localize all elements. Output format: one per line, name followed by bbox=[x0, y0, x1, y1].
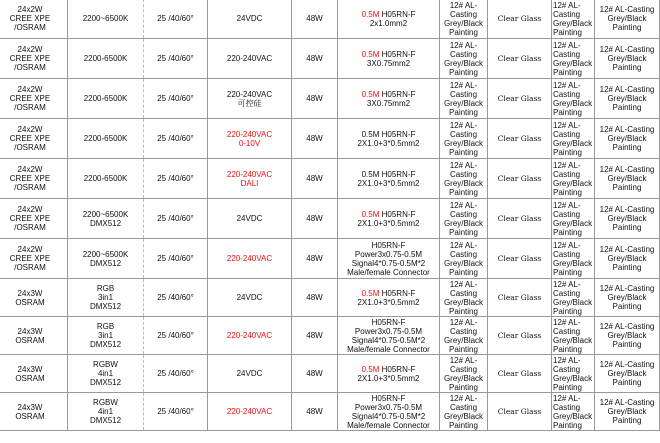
finish-cell-2 bbox=[595, 317, 660, 355]
voltage-highlight: 220-240VAC DALI bbox=[226, 169, 273, 188]
beam-angle: 25 /40/60° bbox=[157, 369, 194, 378]
beam-angle: 25 /40/60° bbox=[157, 94, 194, 103]
finish-cell-2 bbox=[595, 393, 660, 431]
finish-cell bbox=[552, 199, 595, 239]
led-cell bbox=[0, 279, 68, 317]
lens-cell bbox=[488, 0, 552, 39]
led-source: 24x2W CREE XPE /OSRAM bbox=[9, 205, 51, 232]
finish-cell bbox=[552, 317, 595, 355]
body-material: 12# AL- Casting Grey/Black Painting bbox=[443, 40, 484, 77]
body-cell bbox=[440, 317, 488, 355]
table-row bbox=[0, 79, 660, 119]
finish-material: 12# AL-Casting Grey/Black Painting bbox=[553, 317, 593, 354]
led-cell bbox=[0, 393, 68, 431]
cable-spec: 0.5M H05RN-F 2X1.0+3*0.5mm2 bbox=[357, 129, 420, 148]
finish-cell-2 bbox=[595, 279, 660, 317]
lens-cell bbox=[488, 393, 552, 431]
wattage-cell bbox=[292, 393, 338, 431]
voltage-cell bbox=[208, 199, 292, 239]
table-row bbox=[0, 239, 660, 279]
voltage-cell bbox=[208, 159, 292, 199]
voltage-cell bbox=[208, 279, 292, 317]
body-cell bbox=[440, 39, 488, 79]
led-source: 24x3W OSRAM bbox=[15, 402, 45, 421]
lens-material: Clear Glass bbox=[497, 293, 542, 302]
finish-cell-2 bbox=[595, 79, 660, 119]
cable-cell bbox=[338, 393, 440, 431]
finish-material: 12# AL-Casting Grey/Black Painting bbox=[553, 120, 593, 157]
finish-cell bbox=[552, 279, 595, 317]
cct-cell bbox=[68, 355, 144, 393]
cct-cell bbox=[68, 393, 144, 431]
beam-cell bbox=[144, 39, 208, 79]
voltage: 24VDC bbox=[236, 14, 263, 23]
body-cell bbox=[440, 119, 488, 159]
table-row bbox=[0, 199, 660, 239]
body-material: 12# AL- Casting Grey/Black Painting bbox=[443, 0, 484, 37]
color-temperature: 2200-6500K bbox=[83, 54, 128, 63]
finish-material: 12# AL-Casting Grey/Black Painting bbox=[553, 160, 593, 197]
beam-cell bbox=[144, 279, 208, 317]
wattage-cell bbox=[292, 79, 338, 119]
wattage-cell bbox=[292, 159, 338, 199]
lens-material: Clear Glass bbox=[497, 14, 542, 23]
cable-length: 0.5M bbox=[361, 364, 380, 374]
finish-cell-2 bbox=[595, 159, 660, 199]
beam-cell bbox=[144, 317, 208, 355]
wattage: 48W bbox=[306, 94, 323, 103]
table-row bbox=[0, 39, 660, 79]
color-temperature: RGB 3in1 DMX512 bbox=[89, 322, 122, 349]
beam-angle: 25 /40/60° bbox=[157, 254, 194, 263]
table-row bbox=[0, 279, 660, 317]
led-cell bbox=[0, 239, 68, 279]
voltage: 24VDC bbox=[236, 214, 263, 223]
voltage-cell bbox=[208, 119, 292, 159]
color-temperature: RGB 3in1 DMX512 bbox=[89, 284, 122, 311]
body-cell bbox=[440, 79, 488, 119]
beam-cell bbox=[144, 0, 208, 39]
finish-cell bbox=[552, 355, 595, 393]
cable-spec: H05RN-F 2X1.0+3*0.5mm2 bbox=[357, 364, 420, 383]
cable-length: 0.5M bbox=[361, 49, 380, 59]
cct-cell bbox=[68, 79, 144, 119]
body-material: 12# AL- Casting Grey/Black Painting bbox=[443, 80, 484, 117]
lens-material: Clear Glass bbox=[497, 134, 542, 143]
cct-cell bbox=[68, 159, 144, 199]
color-temperature: RGBW 4in1 DMX512 bbox=[89, 360, 122, 387]
cable-cell bbox=[338, 159, 440, 199]
body-cell bbox=[440, 0, 488, 39]
wattage: 48W bbox=[306, 254, 323, 263]
voltage-cell bbox=[208, 317, 292, 355]
body-material: 12# AL- Casting Grey/Black Painting bbox=[443, 279, 484, 316]
cable-spec: H05RN-F 2X1.0+3*0.5mm2 bbox=[357, 209, 420, 228]
cable-length: 0.5M bbox=[361, 209, 380, 219]
voltage: 220-240VAC 可控硅 bbox=[226, 89, 273, 108]
finish-cell bbox=[552, 119, 595, 159]
finish-material-2: 12# AL-Casting Grey/Black Painting bbox=[599, 398, 655, 425]
led-source: 24x2W CREE XPE /OSRAM bbox=[9, 165, 51, 192]
cct-cell bbox=[68, 239, 144, 279]
voltage-cell bbox=[208, 39, 292, 79]
finish-material-2: 12# AL-Casting Grey/Black Painting bbox=[599, 360, 655, 387]
lens-cell bbox=[488, 39, 552, 79]
finish-material-2: 12# AL-Casting Grey/Black Painting bbox=[599, 85, 655, 112]
wattage: 48W bbox=[306, 331, 323, 340]
wattage: 48W bbox=[306, 407, 323, 416]
led-cell bbox=[0, 0, 68, 39]
lens-material: Clear Glass bbox=[497, 214, 542, 223]
led-source: 24x2W CREE XPE /OSRAM bbox=[9, 5, 51, 32]
finish-material: 12# AL-Casting Grey/Black Painting bbox=[553, 80, 593, 117]
cable-spec: H05RN-F Power3x0.75-0.5M Signal4*0.75-0.5M*2 Male/female Connector bbox=[347, 240, 430, 277]
cable-spec: H05RN-F Power3x0.75-0.5M Signal4*0.75-0.5M*2 Male/female Connector bbox=[347, 393, 430, 430]
wattage: 48W bbox=[306, 369, 323, 378]
body-material: 12# AL- Casting Grey/Black Painting bbox=[443, 120, 484, 157]
beam-cell bbox=[144, 199, 208, 239]
cable-cell bbox=[338, 317, 440, 355]
lens-cell bbox=[488, 279, 552, 317]
led-source: 24x2W CREE XPE /OSRAM bbox=[9, 125, 51, 152]
body-material: 12# AL- Casting Grey/Black Painting bbox=[443, 200, 484, 237]
led-source: 24x2W CREE XPE /OSRAM bbox=[9, 245, 51, 272]
lens-material: Clear Glass bbox=[497, 54, 542, 63]
body-material: 12# AL- Casting Grey/Black Painting bbox=[443, 160, 484, 197]
cable-length: 0.5M bbox=[361, 288, 380, 298]
finish-material-2: 12# AL-Casting Grey/Black Painting bbox=[599, 5, 655, 32]
finish-cell bbox=[552, 393, 595, 431]
lens-material: Clear Glass bbox=[497, 407, 542, 416]
led-source: 24x2W CREE XPE /OSRAM bbox=[9, 85, 51, 112]
body-cell bbox=[440, 355, 488, 393]
finish-cell-2 bbox=[595, 39, 660, 79]
cable-cell bbox=[338, 355, 440, 393]
cable-spec: H05RN-F 3X0.75mm2 bbox=[366, 49, 416, 68]
finish-material: 12# AL-Casting Grey/Black Painting bbox=[553, 40, 593, 77]
finish-cell-2 bbox=[595, 239, 660, 279]
voltage-cell bbox=[208, 393, 292, 431]
body-material: 12# AL- Casting Grey/Black Painting bbox=[443, 317, 484, 354]
beam-cell bbox=[144, 159, 208, 199]
cable-length: 0.5M bbox=[361, 9, 380, 19]
lens-cell bbox=[488, 355, 552, 393]
cable-cell bbox=[338, 0, 440, 39]
finish-material: 12# AL-Casting Grey/Black Painting bbox=[553, 393, 593, 430]
finish-cell bbox=[552, 39, 595, 79]
wattage: 48W bbox=[306, 134, 323, 143]
cable-spec: H05RN-F 2X1.0+3*0.5mm2 bbox=[357, 288, 420, 307]
cable-spec: H05RN-F 3X0.75mm2 bbox=[366, 89, 416, 108]
cable-spec: 0.5M H05RN-F 2X1.0+3*0.5mm2 bbox=[357, 169, 420, 188]
led-cell bbox=[0, 159, 68, 199]
finish-cell bbox=[552, 0, 595, 39]
lens-cell bbox=[488, 239, 552, 279]
beam-cell bbox=[144, 393, 208, 431]
voltage-cell bbox=[208, 79, 292, 119]
cable-cell bbox=[338, 199, 440, 239]
beam-angle: 25 /40/60° bbox=[157, 214, 194, 223]
color-temperature: 2200-6500K bbox=[83, 94, 128, 103]
voltage: 24VDC bbox=[236, 369, 263, 378]
voltage-cell bbox=[208, 355, 292, 393]
table-row bbox=[0, 0, 660, 39]
cable-cell bbox=[338, 239, 440, 279]
lens-cell bbox=[488, 317, 552, 355]
cct-cell bbox=[68, 119, 144, 159]
cct-cell bbox=[68, 39, 144, 79]
voltage-highlight: 220-240VAC bbox=[226, 331, 273, 340]
voltage-highlight: 220-240VAC 0-10V bbox=[226, 129, 273, 148]
lens-cell bbox=[488, 159, 552, 199]
wattage-cell bbox=[292, 199, 338, 239]
led-cell bbox=[0, 199, 68, 239]
cable-cell bbox=[338, 79, 440, 119]
body-material: 12# AL- Casting Grey/Black Painting bbox=[443, 240, 484, 277]
lens-cell bbox=[488, 199, 552, 239]
table-row bbox=[0, 393, 660, 431]
body-cell bbox=[440, 393, 488, 431]
finish-cell-2 bbox=[595, 199, 660, 239]
finish-cell-2 bbox=[595, 0, 660, 39]
color-temperature: 2200~6500K bbox=[82, 14, 129, 23]
wattage-cell bbox=[292, 279, 338, 317]
wattage-cell bbox=[292, 239, 338, 279]
led-source: 24x3W OSRAM bbox=[15, 288, 45, 307]
table-row bbox=[0, 355, 660, 393]
wattage-cell bbox=[292, 119, 338, 159]
finish-cell-2 bbox=[595, 119, 660, 159]
cct-cell bbox=[68, 317, 144, 355]
finish-material-2: 12# AL-Casting Grey/Black Painting bbox=[599, 322, 655, 349]
lens-material: Clear Glass bbox=[497, 331, 542, 340]
body-cell bbox=[440, 279, 488, 317]
cable-spec: H05RN-F 2x1.0mm2 bbox=[369, 9, 416, 28]
beam-angle: 25 /40/60° bbox=[157, 134, 194, 143]
cable-cell bbox=[338, 279, 440, 317]
lens-material: Clear Glass bbox=[497, 254, 542, 263]
finish-material-2: 12# AL-Casting Grey/Black Painting bbox=[599, 165, 655, 192]
wattage: 48W bbox=[306, 214, 323, 223]
wattage-cell bbox=[292, 317, 338, 355]
body-cell bbox=[440, 239, 488, 279]
color-temperature: 2200~6500K DMX512 bbox=[82, 209, 129, 228]
finish-material-2: 12# AL-Casting Grey/Black Painting bbox=[599, 45, 655, 72]
beam-cell bbox=[144, 119, 208, 159]
voltage-highlight: 220-240VAC bbox=[226, 254, 273, 263]
led-cell bbox=[0, 39, 68, 79]
lens-cell bbox=[488, 119, 552, 159]
voltage-cell bbox=[208, 0, 292, 39]
led-cell bbox=[0, 317, 68, 355]
finish-material: 12# AL-Casting Grey/Black Painting bbox=[553, 355, 593, 392]
wattage: 48W bbox=[306, 293, 323, 302]
color-temperature: 2200-6500K bbox=[83, 174, 128, 183]
finish-material-2: 12# AL-Casting Grey/Black Painting bbox=[599, 125, 655, 152]
beam-angle: 25 /40/60° bbox=[157, 407, 194, 416]
finish-material: 12# AL-Casting Grey/Black Painting bbox=[553, 200, 593, 237]
led-cell bbox=[0, 119, 68, 159]
beam-angle: 25 /40/60° bbox=[157, 293, 194, 302]
table-row bbox=[0, 317, 660, 355]
cct-cell bbox=[68, 279, 144, 317]
voltage-cell bbox=[208, 239, 292, 279]
finish-material-2: 12# AL-Casting Grey/Black Painting bbox=[599, 245, 655, 272]
led-source: 24x2W CREE XPE /OSRAM bbox=[9, 45, 51, 72]
cable-length: 0.5M bbox=[361, 89, 380, 99]
wattage-cell bbox=[292, 0, 338, 39]
color-temperature: RGBW 4in1 DMX512 bbox=[89, 398, 122, 425]
beam-cell bbox=[144, 239, 208, 279]
finish-material-2: 12# AL-Casting Grey/Black Painting bbox=[599, 284, 655, 311]
lens-material: Clear Glass bbox=[497, 369, 542, 378]
finish-material: 12# AL-Casting Grey/Black Painting bbox=[553, 279, 593, 316]
table-row bbox=[0, 119, 660, 159]
voltage: 220-240VAC bbox=[226, 54, 273, 63]
cct-cell bbox=[68, 0, 144, 39]
cct-cell bbox=[68, 199, 144, 239]
body-cell bbox=[440, 199, 488, 239]
beam-angle: 25 /40/60° bbox=[157, 14, 194, 23]
led-cell bbox=[0, 79, 68, 119]
finish-cell bbox=[552, 239, 595, 279]
body-material: 12# AL- Casting Grey/Black Painting bbox=[443, 355, 484, 392]
color-temperature: 2200~6500K DMX512 bbox=[82, 249, 129, 268]
finish-cell bbox=[552, 159, 595, 199]
cable-cell bbox=[338, 39, 440, 79]
lens-material: Clear Glass bbox=[497, 174, 542, 183]
finish-material: 12# AL-Casting Grey/Black Painting bbox=[553, 240, 593, 277]
finish-material-2: 12# AL-Casting Grey/Black Painting bbox=[599, 205, 655, 232]
wattage: 48W bbox=[306, 174, 323, 183]
led-cell bbox=[0, 355, 68, 393]
lens-material: Clear Glass bbox=[497, 94, 542, 103]
wattage: 48W bbox=[306, 14, 323, 23]
beam-cell bbox=[144, 79, 208, 119]
body-cell bbox=[440, 159, 488, 199]
finish-material: 12# AL-Casting Grey/Black Painting bbox=[553, 0, 593, 37]
beam-angle: 25 /40/60° bbox=[157, 174, 194, 183]
voltage: 24VDC bbox=[236, 293, 263, 302]
wattage-cell bbox=[292, 39, 338, 79]
finish-cell-2 bbox=[595, 355, 660, 393]
beam-angle: 25 /40/60° bbox=[157, 54, 194, 63]
color-temperature: 2200-6500K bbox=[83, 134, 128, 143]
cable-cell bbox=[338, 119, 440, 159]
beam-cell bbox=[144, 355, 208, 393]
voltage-highlight: 220-240VAC bbox=[226, 407, 273, 416]
finish-cell bbox=[552, 79, 595, 119]
cable-spec: H05RN-F Power3x0.75-0.5M Signal4*0.75-0.5M*2 Male/female Connector bbox=[347, 317, 430, 354]
wattage-cell bbox=[292, 355, 338, 393]
led-source: 24x3W OSRAM bbox=[15, 326, 45, 345]
wattage: 48W bbox=[306, 54, 323, 63]
beam-angle: 25 /40/60° bbox=[157, 331, 194, 340]
lens-cell bbox=[488, 79, 552, 119]
led-source: 24x3W OSRAM bbox=[15, 364, 45, 383]
table-row bbox=[0, 159, 660, 199]
body-material: 12# AL- Casting Grey/Black Painting bbox=[443, 393, 484, 430]
